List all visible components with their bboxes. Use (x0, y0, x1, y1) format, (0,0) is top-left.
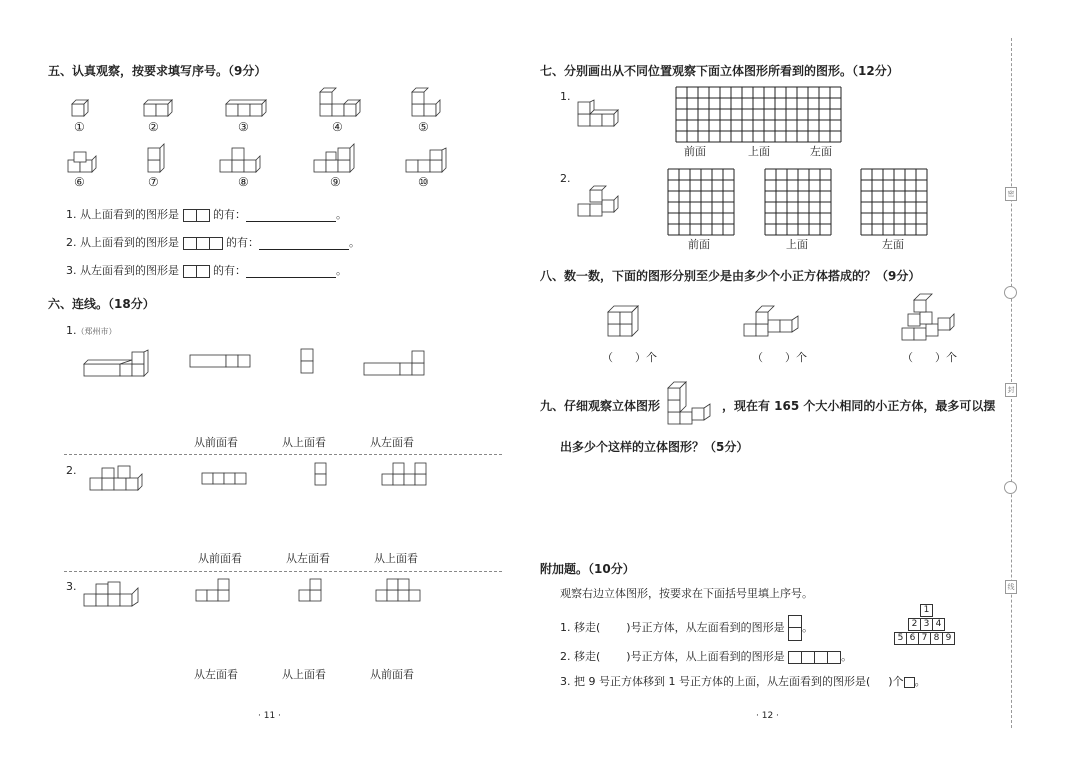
figure-4 (318, 86, 362, 118)
q1-prefix: 1. 移走( (560, 621, 601, 634)
answer-blank-1[interactable] (246, 221, 336, 222)
sec8-blank-1[interactable]: （ ）个 (602, 351, 657, 364)
sec6-p3-label-1: 从左面看 (194, 668, 238, 681)
sec6-part-2-label: 2. (66, 464, 77, 477)
sec6-p3-solid (82, 578, 144, 610)
section-9-line-2: 出多少个这样的立体图形？（5分） (560, 440, 749, 454)
figure-label-3: ③ (238, 120, 249, 134)
margin-mark-3: 线 (1005, 580, 1017, 594)
sec8-blank-2[interactable]: （ ）个 (752, 351, 807, 364)
cube-label: 4 (932, 618, 945, 631)
q2-suffix: )号正方体，从上面看到的图形是 (626, 650, 785, 663)
sec6-part-3-label: 3. (66, 580, 77, 593)
sec8-blank-3[interactable]: （ ）个 (902, 351, 957, 364)
question-suffix: 的有： (213, 208, 246, 221)
figure-label-6: ⑥ (74, 175, 85, 189)
binding-hole-icon (1004, 481, 1017, 494)
page-number-right: · 12 · (756, 711, 779, 721)
sec6-p2-view-c (382, 462, 428, 488)
extra-title: 附加题。（10分） (540, 562, 635, 576)
period: 。 (336, 208, 347, 221)
figure-5 (410, 86, 442, 118)
sec6-p1-view-b (300, 348, 314, 374)
cube-label: 5 (894, 632, 907, 645)
margin-mark-2: 封 (1005, 383, 1017, 397)
section-5-title: 五、认真观察，按要求填写序号。（9分） (48, 64, 267, 78)
sec5-question-2 (66, 234, 360, 250)
figure-label-9: ⑨ (330, 175, 341, 189)
figure-7 (146, 144, 166, 174)
sec6-p2-label-3: 从上面看 (374, 552, 418, 565)
question-text: 3. 从左面看到的图形是 (66, 264, 179, 277)
source-tag: （郑州市） (76, 327, 117, 336)
section-9-title-cont: ，现在有 165 个大小相同的小正方体，最多可以摆 (722, 399, 996, 413)
figure-2 (142, 98, 172, 118)
sec7-p2-label-2: 上面 (786, 238, 808, 251)
period: 。 (336, 264, 347, 277)
sec6-p2-solid (88, 462, 144, 494)
extra-q1 (560, 615, 813, 641)
sec7-p1-label-1: 前面 (684, 145, 706, 158)
sec7-part-2-label: 2. (560, 172, 571, 185)
period: 。 (802, 621, 814, 634)
sec6-p2-label-2: 从左面看 (286, 552, 330, 565)
extra-numbered-solid (892, 602, 964, 648)
sec6-p1-label-3: 从左面看 (370, 436, 414, 449)
sec7-p1-label-2: 上面 (748, 145, 770, 158)
sec7-p1-label-3: 左面 (810, 145, 832, 158)
figure-10 (404, 148, 448, 174)
cube-label: 2 (908, 618, 921, 631)
q2-prefix: 2. 移走( (560, 650, 601, 663)
question-text: 2. 从上面看到的图形是 (66, 236, 179, 249)
sec6-p3-view-a (196, 578, 236, 604)
sec6-p2-label-1: 从前面看 (198, 552, 242, 565)
cube-label: 3 (920, 618, 933, 631)
period: 。 (914, 675, 926, 688)
sec7-p2-solid (576, 184, 622, 220)
sec6-p2-view-a (202, 472, 246, 486)
section-8-title: 八、数一数，下面的图形分别至少是由多少个小正方体搭成的？（9分） (540, 269, 921, 283)
extra-q3 (560, 673, 926, 689)
section-7-title: 七、分别画出从不同位置观察下面立体图形所看到的图形。（12分） (540, 64, 899, 78)
figure-label-8: ⑧ (238, 175, 249, 189)
sec7-p2-label-1: 前面 (688, 238, 710, 251)
figure-9 (312, 144, 356, 174)
section-9-title: 九、仔细观察立体图形 (540, 399, 661, 413)
sec6-p1-label-2: 从上面看 (282, 436, 326, 449)
sec7-grid-4[interactable] (861, 169, 927, 235)
divider (64, 571, 502, 572)
q1-suffix: )号正方体，从左面看到的图形是 (626, 621, 785, 634)
cube-label: 1 (920, 604, 933, 617)
cube-label: 6 (906, 632, 919, 645)
sec7-grid-3[interactable] (765, 169, 831, 235)
figure-label-7: ⑦ (148, 175, 159, 189)
period: 。 (349, 236, 360, 249)
figure-label-5: ⑤ (418, 120, 429, 134)
sec6-p3-label-3: 从前面看 (370, 668, 414, 681)
cube-label: 8 (930, 632, 943, 645)
sec6-p1-solid (82, 350, 150, 380)
figure-label-10: ⑩ (418, 175, 429, 189)
sec6-p3-view-c (376, 578, 422, 604)
part-number: 1. (66, 324, 77, 337)
sec7-grid-1[interactable] (676, 87, 842, 139)
sec6-p1-view-c (364, 350, 428, 376)
extra-intro: 观察右边立体图形，按要求在下面括号里填上序号。 (560, 587, 813, 600)
figure-1 (70, 98, 90, 118)
sec5-question-1 (66, 206, 347, 222)
figure-label-4: ④ (332, 120, 343, 134)
section-6-title: 六、连线。（18分） (48, 297, 155, 311)
q3-suffix: )个 (888, 675, 904, 688)
sec9-solid (666, 378, 718, 430)
sec7-part-1-label: 1. (560, 90, 571, 103)
sec7-p2-label-3: 左面 (882, 238, 904, 251)
question-suffix: 的有： (213, 264, 246, 277)
q3-prefix: 3. 把 9 号正方体移到 1 号正方体的上面，从左面看到的图形是( (560, 675, 871, 688)
figure-label-2: ② (148, 120, 159, 134)
sec6-p2-view-b (314, 462, 328, 488)
answer-blank-3[interactable] (246, 277, 336, 278)
period: 。 (841, 650, 853, 663)
sec8-solid-2 (742, 304, 804, 344)
sec7-grid-2[interactable] (668, 169, 734, 235)
question-text: 1. 从上面看到的图形是 (66, 208, 179, 221)
page-number-left: · 11 · (258, 711, 281, 721)
figure-3 (224, 98, 266, 118)
margin-mark-1: 密 (1005, 187, 1017, 201)
answer-blank-2[interactable] (259, 249, 349, 250)
sec8-solid-3 (900, 290, 956, 346)
figure-label-1: ① (74, 120, 85, 134)
sec6-part-1-label (66, 324, 117, 337)
figure-8 (218, 144, 260, 174)
divider (64, 454, 502, 455)
sec6-p1-view-a (190, 354, 250, 368)
sec6-p3-view-b (298, 578, 324, 604)
cube-label: 7 (918, 632, 931, 645)
figure-6 (66, 148, 98, 174)
sec7-p1-solid (576, 100, 626, 130)
extra-q2 (560, 648, 852, 664)
cube-label: 9 (942, 632, 955, 645)
sec8-solid-1 (606, 302, 646, 342)
sec6-p1-label-1: 从前面看 (194, 436, 238, 449)
binding-hole-icon (1004, 286, 1017, 299)
sec6-p3-label-2: 从上面看 (282, 668, 326, 681)
sec5-question-3 (66, 262, 347, 278)
question-suffix: 的有： (226, 236, 259, 249)
